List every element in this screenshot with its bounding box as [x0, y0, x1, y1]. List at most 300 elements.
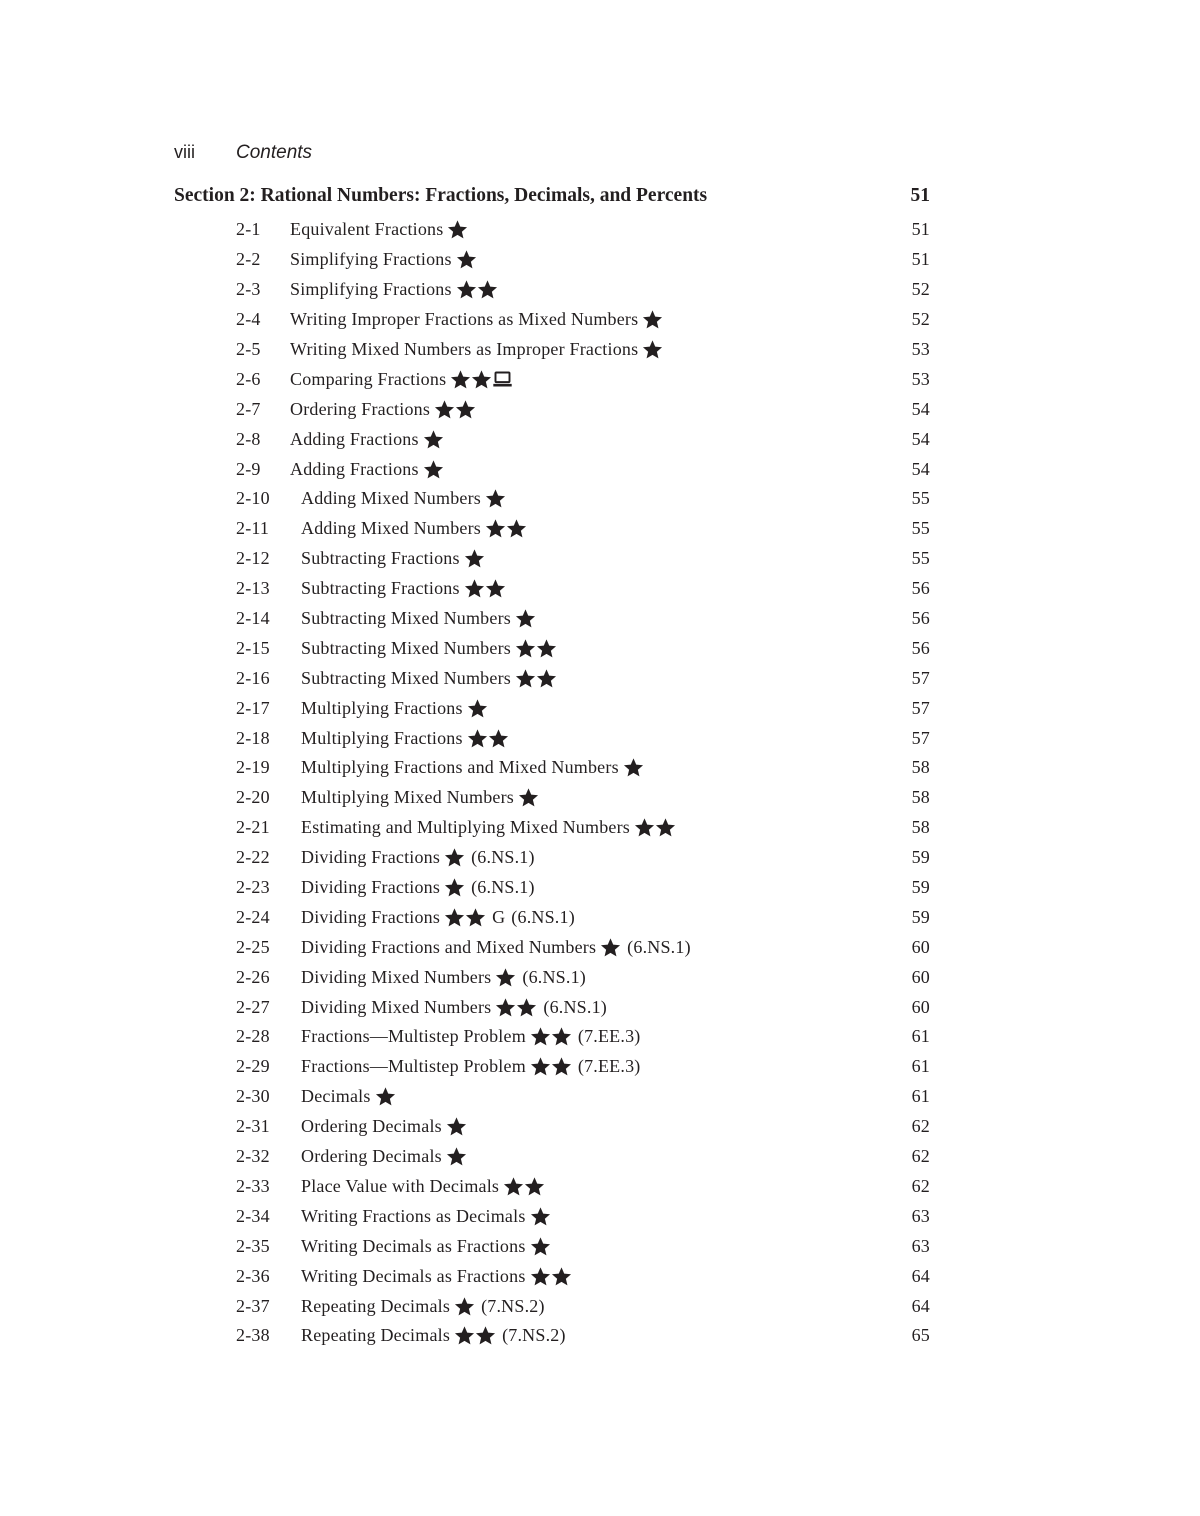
toc-entry[interactable]: [236, 783, 930, 813]
section-title: Section 2: Rational Numbers: Fractions, Decimals, and Percents: [174, 185, 708, 206]
difficulty-rating: [467, 728, 509, 749]
toc-entry[interactable]: [236, 1052, 930, 1082]
entry-title: Adding Mixed Numbers: [301, 518, 481, 539]
entry-standard: (6.NS.1): [627, 936, 691, 957]
page-header: [174, 142, 312, 168]
entry-number: 2-17: [236, 697, 270, 718]
star-icon: [467, 698, 488, 719]
star-icon: [423, 459, 444, 480]
difficulty-rating: [446, 1146, 467, 1167]
entry-title-group: [301, 787, 890, 808]
entry-page-number: 54: [911, 398, 930, 419]
toc-entry[interactable]: [236, 1231, 930, 1261]
difficulty-rating: [634, 817, 676, 838]
entry-number: 2-8: [236, 428, 261, 449]
star-icon: [477, 279, 498, 300]
entry-flag: G: [492, 906, 506, 927]
toc-entry[interactable]: [236, 843, 930, 873]
difficulty-rating: [467, 698, 488, 719]
entry-title: Writing Fractions as Decimals: [301, 1205, 526, 1226]
entry-title-group: [301, 847, 890, 868]
entry-number: 2-7: [236, 398, 261, 419]
entry-page-number: 63: [911, 1235, 930, 1256]
entry-number: 2-16: [236, 667, 270, 688]
entry-title-group: [301, 548, 890, 569]
entry-number: 2-22: [236, 847, 270, 868]
entry-title-group: [290, 249, 890, 270]
star-icon: [530, 1056, 551, 1077]
entry-title-group: [290, 309, 890, 330]
entry-title: Dividing Fractions: [301, 877, 441, 898]
toc-entry[interactable]: [236, 693, 930, 723]
star-icon: [503, 1176, 524, 1197]
difficulty-rating: [454, 1296, 475, 1317]
toc-entry[interactable]: [236, 1172, 930, 1202]
entry-number: 2-28: [236, 1026, 270, 1047]
toc-entry[interactable]: [236, 245, 930, 275]
entry-title: Comparing Fractions: [290, 368, 447, 389]
entry-standard: (6.NS.1): [471, 877, 535, 898]
entry-title: Subtracting Fractions: [301, 578, 460, 599]
entry-page-number: 58: [911, 757, 930, 778]
entry-standard: (7.EE.3): [577, 1026, 641, 1047]
toc-entry[interactable]: [236, 1321, 930, 1351]
toc-entry[interactable]: [236, 514, 930, 544]
difficulty-rating: [454, 1325, 496, 1346]
entry-page-number: 62: [911, 1116, 930, 1137]
toc-entry[interactable]: [236, 1291, 930, 1321]
toc-entry[interactable]: [236, 992, 930, 1022]
star-icon: [551, 1266, 572, 1287]
star-icon: [456, 279, 477, 300]
entry-title-group: [301, 1026, 890, 1047]
toc-entry[interactable]: [236, 305, 930, 335]
star-icon: [464, 548, 485, 569]
entry-title: Equivalent Fractions: [290, 219, 444, 240]
entry-title: Estimating and Multiplying Mixed Numbers: [301, 817, 630, 838]
entry-number: 2-25: [236, 936, 270, 957]
star-icon: [434, 399, 455, 420]
entry-number: 2-1: [236, 219, 261, 240]
entry-page-number: 61: [911, 1056, 930, 1077]
entry-number: 2-3: [236, 279, 261, 300]
entry-number: 2-24: [236, 906, 270, 927]
toc-entry[interactable]: [236, 962, 930, 992]
entry-number: 2-21: [236, 817, 270, 838]
entry-title-group: [301, 1176, 890, 1197]
star-icon: [536, 668, 557, 689]
entry-title: Simplifying Fractions: [290, 249, 452, 270]
entry-page-number: 60: [911, 966, 930, 987]
entry-page-number: 61: [911, 1086, 930, 1107]
entry-title: Dividing Fractions: [301, 906, 441, 927]
difficulty-rating: [464, 578, 506, 599]
star-icon: [536, 638, 557, 659]
entry-title-group: [301, 937, 890, 958]
difficulty-rating: [642, 309, 663, 330]
entry-title: Adding Fractions: [290, 428, 419, 449]
entry-page-number: 52: [911, 279, 930, 300]
star-icon: [495, 967, 516, 988]
toc-entry[interactable]: [236, 275, 930, 305]
entry-page-number: 59: [911, 906, 930, 927]
entry-number: 2-33: [236, 1175, 270, 1196]
toc-entry[interactable]: [236, 544, 930, 574]
entry-title-group: [301, 698, 890, 719]
entry-title-group: [301, 1206, 890, 1227]
difficulty-rating: [495, 967, 516, 988]
entry-number: 2-9: [236, 458, 261, 479]
entry-number: 2-10: [236, 488, 270, 509]
entry-page-number: 54: [911, 428, 930, 449]
entry-title: Subtracting Mixed Numbers: [301, 667, 511, 688]
entry-page-number: 57: [911, 697, 930, 718]
toc-entry[interactable]: [236, 902, 930, 932]
entry-title: Dividing Fractions: [301, 847, 441, 868]
difficulty-rating: [515, 608, 536, 629]
difficulty-rating: [530, 1206, 551, 1227]
entry-number: 2-12: [236, 548, 270, 569]
entry-title: Adding Fractions: [290, 458, 419, 479]
toc-entry[interactable]: [236, 1082, 930, 1112]
star-icon: [655, 817, 676, 838]
entry-number: 2-18: [236, 727, 270, 748]
entry-number: 2-37: [236, 1295, 270, 1316]
toc-entry[interactable]: [236, 723, 930, 753]
computer-icon: [492, 369, 513, 390]
entry-title: Writing Decimals as Fractions: [301, 1235, 526, 1256]
toc-entry[interactable]: [236, 1142, 930, 1172]
entry-title-group: [290, 399, 890, 420]
star-icon: [530, 1236, 551, 1257]
toc-entry[interactable]: [236, 663, 930, 693]
difficulty-rating: [456, 279, 498, 300]
entry-title-group: [301, 1146, 890, 1167]
entry-page-number: 57: [911, 667, 930, 688]
star-icon: [454, 1296, 475, 1317]
toc-entry[interactable]: [236, 394, 930, 424]
entry-page-number: 60: [911, 996, 930, 1017]
entry-standard: (6.NS.1): [511, 906, 575, 927]
difficulty-rating: [485, 488, 506, 509]
entry-number: 2-34: [236, 1205, 270, 1226]
star-icon: [551, 1026, 572, 1047]
entry-title: Writing Decimals as Fractions: [301, 1265, 526, 1286]
entry-title-group: [301, 877, 890, 898]
entry-title: Subtracting Mixed Numbers: [301, 608, 511, 629]
entry-page-number: 62: [911, 1146, 930, 1167]
entry-page-number: 53: [911, 368, 930, 389]
entry-title-group: [301, 907, 890, 928]
star-icon: [515, 608, 536, 629]
difficulty-rating: [623, 757, 644, 778]
star-icon: [515, 638, 536, 659]
entry-title: Subtracting Fractions: [301, 548, 460, 569]
toc-entry[interactable]: [236, 215, 930, 245]
entry-title: Dividing Fractions and Mixed Numbers: [301, 936, 597, 957]
entry-title-group: [301, 817, 890, 838]
entry-title: Multiplying Mixed Numbers: [301, 787, 514, 808]
difficulty-rating: [464, 548, 485, 569]
entry-page-number: 55: [911, 488, 930, 509]
entry-number: 2-5: [236, 339, 261, 359]
entry-page-number: 52: [911, 309, 930, 330]
toc-entry[interactable]: [236, 633, 930, 663]
entry-title: Writing Mixed Numbers as Improper Fractions: [290, 339, 639, 359]
entry-number: 2-4: [236, 309, 261, 330]
star-icon: [464, 578, 485, 599]
difficulty-rating: [530, 1026, 572, 1047]
entry-page-number: 54: [911, 458, 930, 479]
entry-page-number: 63: [911, 1205, 930, 1226]
entry-page-number: 62: [911, 1175, 930, 1196]
entry-number: 2-2: [236, 249, 261, 270]
star-icon: [375, 1086, 396, 1107]
entry-number: 2-30: [236, 1086, 270, 1107]
entry-page-number: 55: [911, 548, 930, 569]
entry-title: Fractions—Multistep Problem: [301, 1026, 526, 1047]
toc-entry[interactable]: [236, 335, 930, 365]
entry-title-group: [301, 488, 890, 509]
toc-entry[interactable]: [236, 424, 930, 454]
entry-title-group: [301, 757, 890, 778]
entry-title-group: [290, 369, 890, 390]
toc-entry[interactable]: [236, 1022, 930, 1052]
entry-standard: (7.NS.2): [502, 1325, 566, 1346]
star-icon: [444, 847, 465, 868]
difficulty-rating: [423, 459, 444, 480]
entry-title-group: [301, 518, 890, 539]
entry-number: 2-14: [236, 608, 270, 629]
star-icon: [455, 399, 476, 420]
page-number: viii: [174, 142, 195, 162]
entry-page-number: 60: [911, 936, 930, 957]
star-icon: [446, 1116, 467, 1137]
entry-number: 2-27: [236, 996, 270, 1017]
entry-page-number: 56: [911, 578, 930, 599]
entry-page-number: 64: [911, 1295, 930, 1316]
entry-title-group: [290, 429, 890, 450]
star-icon: [465, 907, 486, 928]
entry-title-group: [301, 1296, 890, 1317]
difficulty-rating: [450, 369, 513, 390]
star-icon: [456, 249, 477, 270]
entry-title: Multiplying Fractions: [301, 697, 463, 718]
entry-number: 2-38: [236, 1325, 270, 1346]
difficulty-rating: [495, 997, 537, 1018]
difficulty-rating: [434, 399, 476, 420]
difficulty-rating: [456, 249, 477, 270]
entry-number: 2-20: [236, 787, 270, 808]
entry-page-number: 58: [911, 787, 930, 808]
star-icon: [516, 997, 537, 1018]
star-icon: [642, 339, 663, 360]
star-icon: [475, 1325, 496, 1346]
entry-title-group: [290, 279, 890, 300]
entry-page-number: 65: [911, 1325, 930, 1346]
entry-page-number: 51: [911, 249, 930, 270]
difficulty-rating: [530, 1236, 551, 1257]
entry-title: Writing Improper Fractions as Mixed Numbers: [290, 309, 639, 330]
entry-title: Fractions—Multistep Problem: [301, 1056, 526, 1077]
star-icon: [600, 937, 621, 958]
entry-title-group: [301, 1325, 890, 1346]
star-icon: [524, 1176, 545, 1197]
entry-title: Adding Mixed Numbers: [301, 488, 481, 509]
entry-title: Multiplying Fractions and Mixed Numbers: [301, 757, 619, 778]
star-icon: [623, 757, 644, 778]
entry-title-group: [301, 638, 890, 659]
difficulty-rating: [447, 219, 468, 240]
entry-title-group: [301, 1056, 890, 1077]
entry-title: Dividing Mixed Numbers: [301, 996, 492, 1017]
star-icon: [642, 309, 663, 330]
star-icon: [530, 1206, 551, 1227]
entry-standard: (7.EE.3): [577, 1056, 641, 1077]
entry-number: 2-35: [236, 1235, 270, 1256]
entry-number: 2-11: [236, 518, 270, 539]
star-icon: [450, 369, 471, 390]
difficulty-rating: [503, 1176, 545, 1197]
entry-page-number: 59: [911, 877, 930, 898]
section-page: 51: [910, 185, 930, 206]
entry-title-group: [301, 1266, 890, 1287]
star-icon: [530, 1026, 551, 1047]
entry-number: 2-31: [236, 1116, 270, 1137]
toc-entry[interactable]: [236, 873, 930, 903]
toc-entry[interactable]: [236, 604, 930, 634]
entry-title-group: [290, 459, 890, 480]
entry-number: 2-36: [236, 1265, 270, 1286]
entry-standard: (7.NS.2): [481, 1295, 545, 1316]
difficulty-rating: [446, 1116, 467, 1137]
star-icon: [444, 907, 465, 928]
entry-page-number: 59: [911, 847, 930, 868]
toc-entry[interactable]: [236, 1112, 930, 1142]
entry-title: Multiplying Fractions: [301, 727, 463, 748]
entry-title: Decimals: [301, 1086, 371, 1107]
star-icon: [467, 728, 488, 749]
entry-title: Repeating Decimals: [301, 1295, 451, 1316]
difficulty-rating: [423, 429, 444, 450]
star-icon: [471, 369, 492, 390]
entry-title-group: [301, 668, 890, 689]
toc-entry[interactable]: [236, 364, 930, 394]
entry-page-number: 56: [911, 637, 930, 658]
entry-title: Ordering Decimals: [301, 1146, 442, 1167]
entry-page-number: 57: [911, 727, 930, 748]
star-icon: [447, 219, 468, 240]
entry-title-group: [290, 219, 890, 240]
entry-number: 2-29: [236, 1056, 270, 1077]
toc-entries-list: [236, 215, 930, 1351]
star-icon: [423, 429, 444, 450]
difficulty-rating: [600, 937, 621, 958]
toc-entry[interactable]: [236, 1261, 930, 1291]
difficulty-rating: [515, 638, 557, 659]
entry-number: 2-6: [236, 368, 261, 389]
entry-title-group: [301, 728, 890, 749]
entry-page-number: 61: [911, 1026, 930, 1047]
star-icon: [446, 1146, 467, 1167]
star-icon: [454, 1325, 475, 1346]
entry-title: Place Value with Decimals: [301, 1175, 500, 1196]
entry-title-group: [301, 608, 890, 629]
difficulty-rating: [444, 907, 486, 928]
entry-page-number: 58: [911, 817, 930, 838]
difficulty-rating: [518, 787, 539, 808]
difficulty-rating: [530, 1266, 572, 1287]
toc-entry[interactable]: [236, 574, 930, 604]
entry-page-number: 53: [911, 339, 930, 359]
entry-title-group: [301, 997, 890, 1018]
entry-title: Subtracting Mixed Numbers: [301, 637, 511, 658]
entry-title: Ordering Decimals: [301, 1116, 442, 1137]
entry-title: Simplifying Fractions: [290, 279, 452, 300]
entry-page-number: 55: [911, 518, 930, 539]
entry-page-number: 64: [911, 1265, 930, 1286]
star-icon: [444, 877, 465, 898]
entry-standard: (6.NS.1): [543, 996, 607, 1017]
toc-entry[interactable]: [236, 753, 930, 783]
entry-title-group: [301, 1086, 890, 1107]
difficulty-rating: [515, 668, 557, 689]
star-icon: [551, 1056, 572, 1077]
entry-standard: (6.NS.1): [471, 847, 535, 868]
star-icon: [485, 488, 506, 509]
entry-title-group: [290, 339, 890, 360]
entry-title: Ordering Fractions: [290, 398, 431, 419]
difficulty-rating: [375, 1086, 396, 1107]
entry-page-number: 56: [911, 608, 930, 629]
running-head: Contents: [236, 142, 313, 163]
entry-title-group: [301, 1116, 890, 1137]
entry-page-number: 51: [911, 219, 930, 240]
difficulty-rating: [530, 1056, 572, 1077]
star-icon: [495, 997, 516, 1018]
section-heading[interactable]: [174, 185, 930, 207]
entry-standard: (6.NS.1): [522, 966, 586, 987]
entry-title-group: [301, 967, 890, 988]
toc-entry[interactable]: [236, 1201, 930, 1231]
star-icon: [485, 518, 506, 539]
difficulty-rating: [444, 877, 465, 898]
entry-title-group: [301, 1236, 890, 1257]
toc-entry[interactable]: [236, 932, 930, 962]
entry-number: 2-26: [236, 966, 270, 987]
entry-number: 2-23: [236, 877, 270, 898]
entry-title-group: [301, 578, 890, 599]
star-icon: [506, 518, 527, 539]
difficulty-rating: [642, 339, 663, 360]
difficulty-rating: [485, 518, 527, 539]
entry-title: Repeating Decimals: [301, 1325, 451, 1346]
star-icon: [515, 668, 536, 689]
star-icon: [518, 787, 539, 808]
toc-entry[interactable]: [236, 484, 930, 514]
toc-entry[interactable]: [236, 454, 930, 484]
star-icon: [530, 1266, 551, 1287]
toc-entry[interactable]: [236, 813, 930, 843]
entry-title: Dividing Mixed Numbers: [301, 966, 492, 987]
entry-number: 2-13: [236, 578, 270, 599]
star-icon: [634, 817, 655, 838]
star-icon: [488, 728, 509, 749]
entry-number: 2-19: [236, 757, 270, 778]
difficulty-rating: [444, 847, 465, 868]
entry-number: 2-32: [236, 1146, 270, 1167]
star-icon: [485, 578, 506, 599]
